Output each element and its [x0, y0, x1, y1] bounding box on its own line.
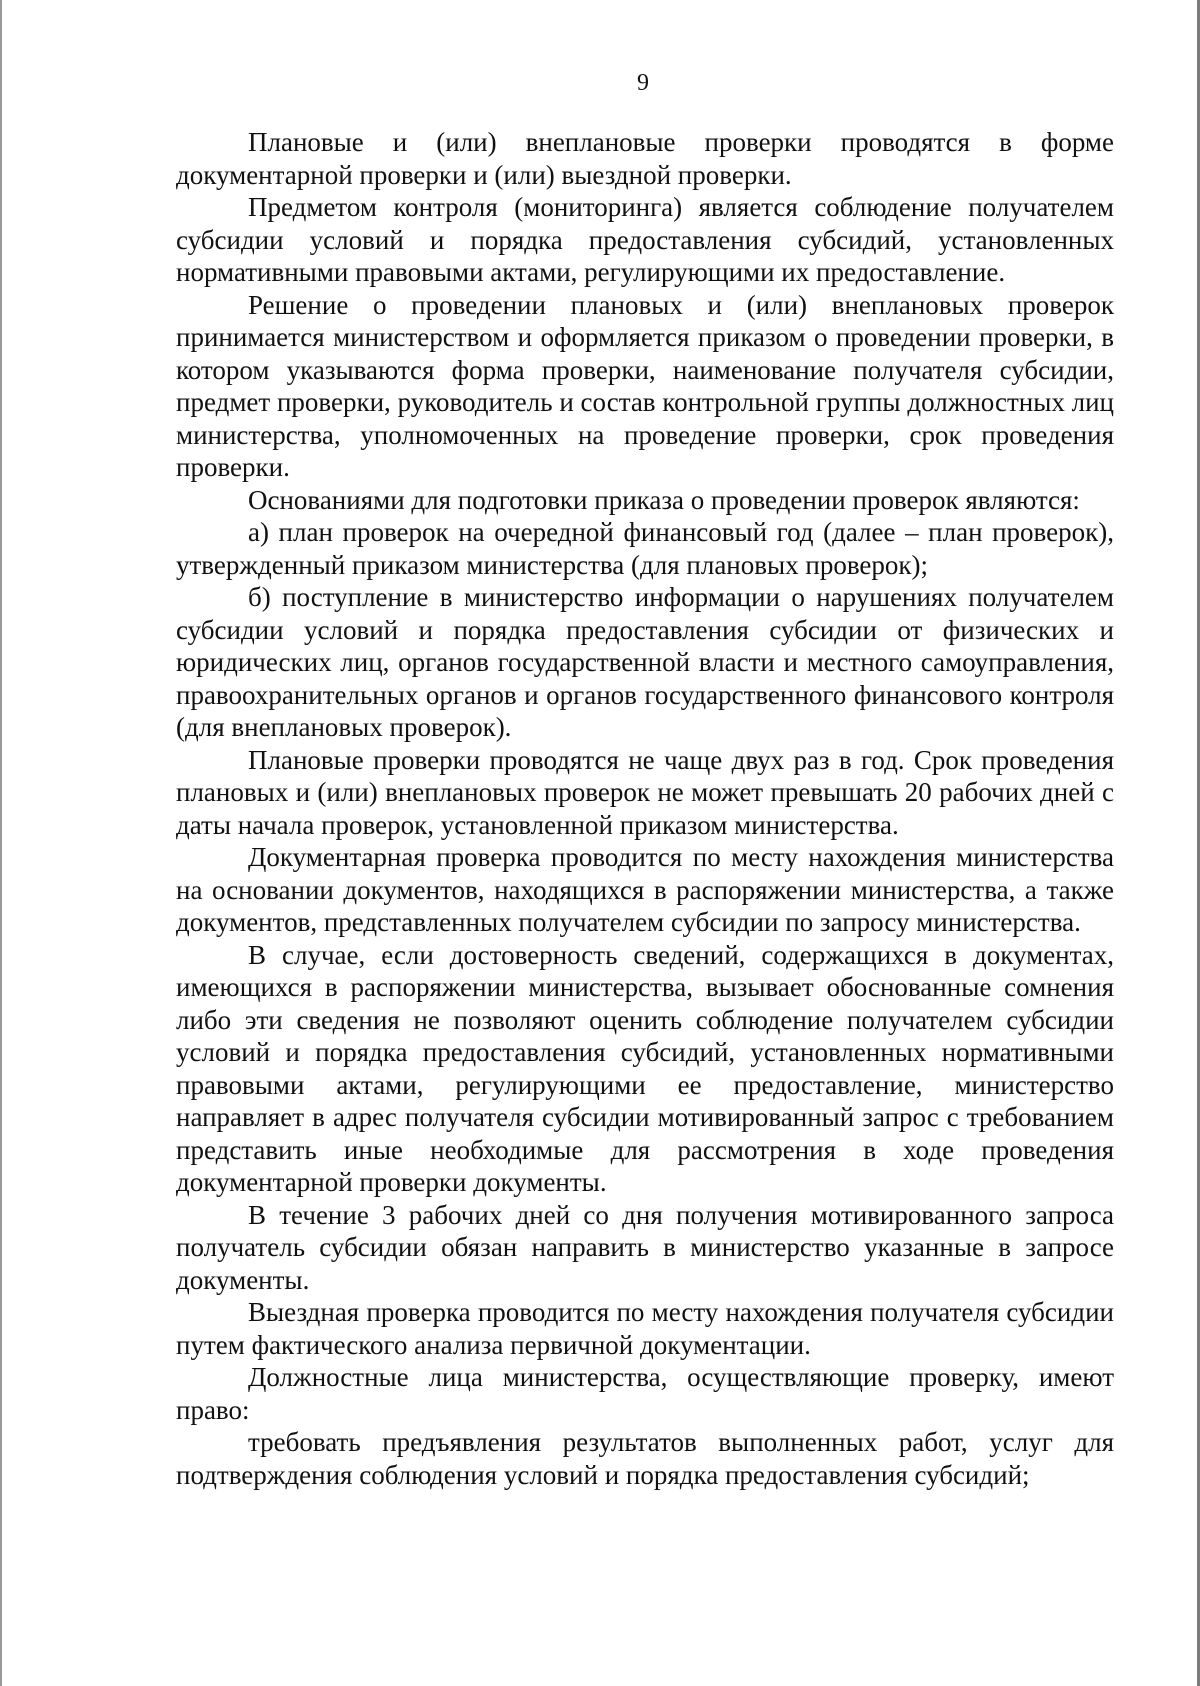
- page-number: 9: [637, 70, 649, 96]
- paragraph: В течение 3 рабочих дней со дня получения мотивированного запроса получатель субсидии обязан направить в министерство указанные в запросе документы.: [176, 1199, 1114, 1295]
- paragraph: Решение о проведении плановых и (или) внеплановых проверок принимается министерством и оформляется приказом о проведении проверки, в котором указываются форма проверки, наименование получателя субсидии, предмет проверки, руководитель и состав контрольной группы должностных лиц министерства, уполномоченных на проведение проверки, срок проведения проверки.: [176, 289, 1114, 482]
- paragraph: В случае, если достоверность сведений, содержащихся в документах, имеющихся в распоряжении министерства, вызывает обоснованные сомнения либо эти сведения не позволяют оценить соблюдение получателем субсидии условий и порядка предоставления субсидий, установленных нормативными правовыми актами, регулирующими ее предоставление, министерство направляет в адрес получателя субсидии мотивированный запрос с требованием представить иные необходимые для рассмотрения в ходе проведения документарной проверки документы.: [176, 939, 1114, 1197]
- paragraph: Плановые проверки проводятся не чаще двух раз в год. Срок проведения плановых и (или) внеплановых проверок не может превышать 20 рабочих дней с даты начала проверок, установленной приказом министерства.: [176, 744, 1114, 840]
- paragraph: б) поступление в министерство информации о нарушениях получателем субсидии условий и порядка предоставления субсидии от физических и юридических лиц, органов государственной власти и местного самоуправления, правоохранительных органов и органов государственного финансового контроля (для внеплановых проверок).: [176, 582, 1114, 742]
- scan-edge-left: [0, 0, 2, 1686]
- paragraph: а) план проверок на очередной финансовый год (далее – план проверок), утвержденный приказом министерства (для плановых проверок);: [176, 517, 1114, 580]
- paragraph: Плановые и (или) внеплановые проверки проводятся в форме документарной проверки и (или) выездной проверки.: [176, 127, 1114, 190]
- paragraph: Предметом контроля (мониторинга) является соблюдение получателем субсидии условий и порядка предоставления субсидий, установленных нормативными правовыми актами, регулирующими их предоставление.: [176, 192, 1114, 287]
- paragraph: Основаниями для подготовки приказа о проведении проверок являются:: [248, 484, 1080, 515]
- paragraph: Должностные лица министерства, осуществляющие проверку, имеют право:: [176, 1362, 1114, 1425]
- paragraph: требовать предъявления результатов выполненных работ, услуг для подтверждения соблюдения условий и порядка предоставления субсидий;: [176, 1427, 1114, 1490]
- document-body: [176, 126, 1114, 1491]
- paragraph: Выездная проверка проводится по месту нахождения получателя субсидии путем фактического анализа первичной документации.: [176, 1297, 1114, 1360]
- paragraph: Документарная проверка проводится по месту нахождения министерства на основании документов, находящихся в распоряжении министерства, а также документов, представленных получателем субсидии по запросу министерства.: [176, 842, 1114, 937]
